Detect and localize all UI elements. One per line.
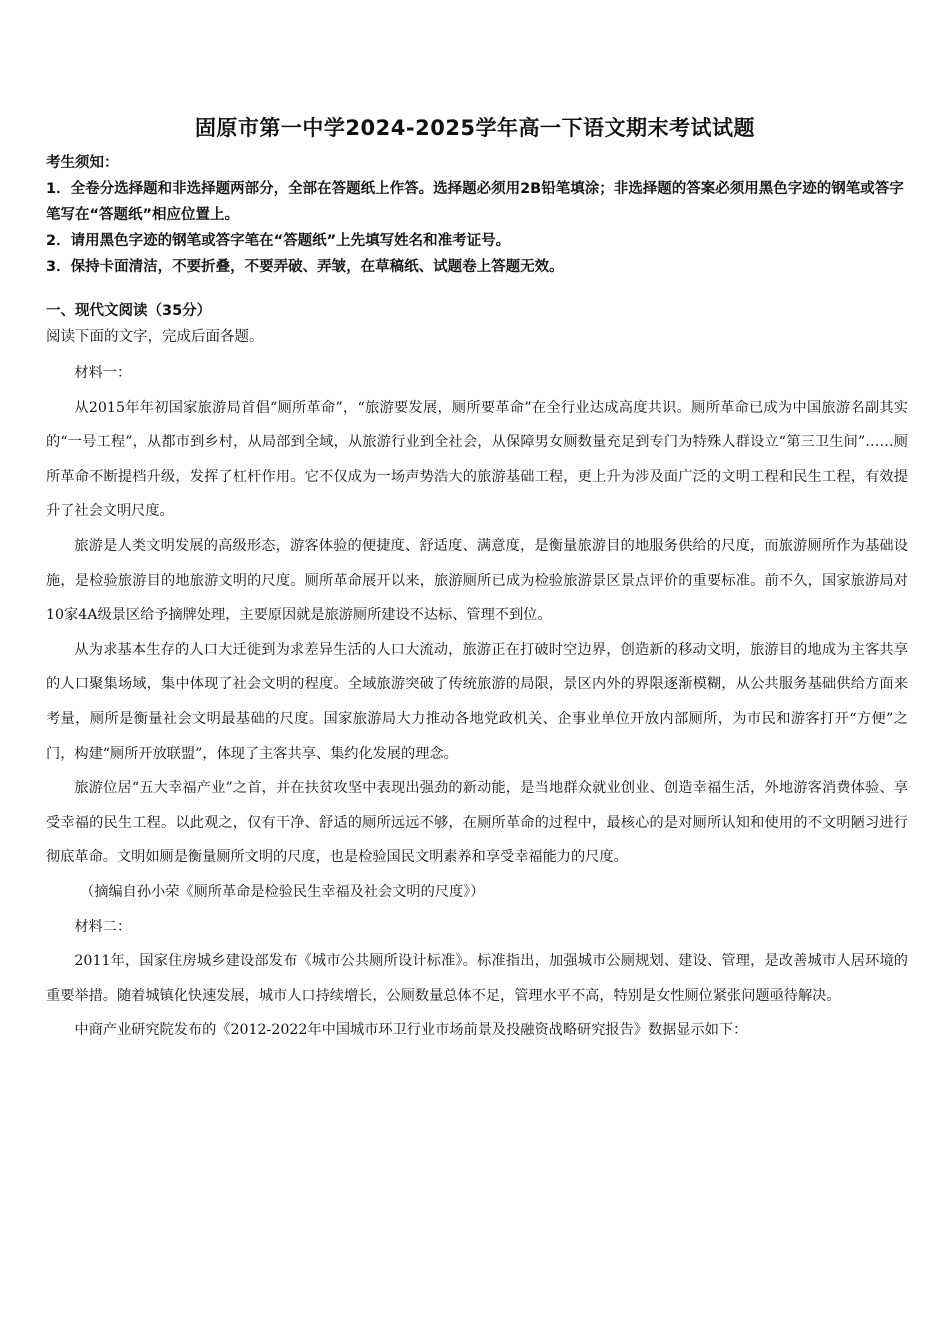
notice-item: 3．保持卡面清洁，不要折叠，不要弄破、弄皱，在草稿纸、试题卷上答题无效。 — [46, 259, 564, 275]
passage-paragraph: 从为求基本生存的人口大迁徙到为求差异生活的人口大流动，旅游正在打破时空边界，创造新的移动文明，旅游目的地成为主客共享的人口聚集场域，集中体现了社会文明的程度。全域旅游突破了传统旅游的局限，景区内外的界限逐渐模糊，从公共服务基础供给方面来考量，厕所是衡量社会文明最基础的尺度。国家旅游局大力推动各地党政机关、企事业单位开放内部厕所，为市民和游客打开“方便”之门，构建“厕所开放联盟”，体现了主客共享、集约化发展的理念。 — [46, 641, 908, 762]
reading-passage — [46, 356, 908, 1048]
notice-heading: 考生须知： — [46, 155, 119, 171]
page-title: 固原市第一中学2024-2025学年高一下语文期末考试试题 — [194, 116, 756, 140]
notice-item: 1．全卷分选择题和非选择题两部分，全部在答题纸上作答。选择题必须用2B铅笔填涂；非选择题的答案必须用黑色字迹的钢笔或答字笔写在“答题纸”相应位置上。 — [46, 181, 904, 223]
passage-paragraph: 从2015年年初国家旅游局首倡“厕所革命”，“旅游要发展，厕所要革命”在全行业达成高度共识。厕所革命已成为中国旅游名副其实的“一号工程”，从都市到乡村，从局部到全域，从旅游行业到全社会，从保障男女厕数量充足到专门为特殊人群设立“第三卫生间”……厕所革命不断提档升级，发挥了杠杆作用。它不仅成为一场声势浩大的旅游基础工程，更上升为涉及面广泛的文明工程和民生工程，有效提升了社会文明尺度。 — [46, 399, 908, 520]
material-label: 材料二： — [74, 918, 132, 935]
passage-paragraph: 2011年，国家住房城乡建设部发布《城市公共厕所设计标准》。标准指出，加强城市公厕规划、建设、管理，是改善城市人居环境的重要举措。随着城镇化快速发展，城市人口持续增长，公厕数量总体不足，管理水平不高，特别是女性厕位紧张问题亟待解决。 — [46, 953, 908, 1004]
section-instruction: 阅读下面的文字，完成后面各题。 — [46, 329, 264, 345]
section-heading: 一、现代文阅读（35分） — [46, 303, 212, 319]
notice-item: 2．请用黑色字迹的钢笔或答字笔在“答题纸”上先填写姓名和准考证号。 — [46, 233, 511, 249]
material-label: 材料一： — [74, 365, 132, 381]
passage-paragraph: 中商产业研究院发布的《2012-2022年中国城市环卫行业市场前景及投融资战略研究报告》数据显示如下： — [74, 1022, 748, 1039]
passage-source: （摘编自孙小荣《厕所革命是检验民生幸福及社会文明的尺度》） — [80, 883, 485, 900]
candidate-notice — [46, 150, 906, 280]
passage-paragraph: 旅游是人类文明发展的高级形态，游客体验的便捷度、舒适度、满意度，是衡量旅游目的地服务供给的尺度，而旅游厕所作为基础设施，是检验旅游目的地旅游文明的尺度。厕所革命展开以来，旅游厕所已成为检验旅游景区景点评价的重要标准。前不久，国家旅游局对10家4A级景区给予摘牌处理，主要原因就是旅游厕所建设不达标、管理不到位。 — [46, 537, 908, 624]
passage-paragraph: 旅游位居“五大幸福产业”之首，并在扶贫攻坚中表现出强劲的新动能，是当地群众就业创业、创造幸福生活，外地游客消费体验、享受幸福的民生工程。以此观之，仅有干净、舒适的厕所远远不够，在厕所革命的过程中，最核心的是对厕所认知和使用的不文明陋习进行彻底革命。文明如厕是衡量厕所文明的尺度，也是检验国民文明素养和享受幸福能力的尺度。 — [46, 780, 908, 866]
section-header — [46, 298, 906, 350]
